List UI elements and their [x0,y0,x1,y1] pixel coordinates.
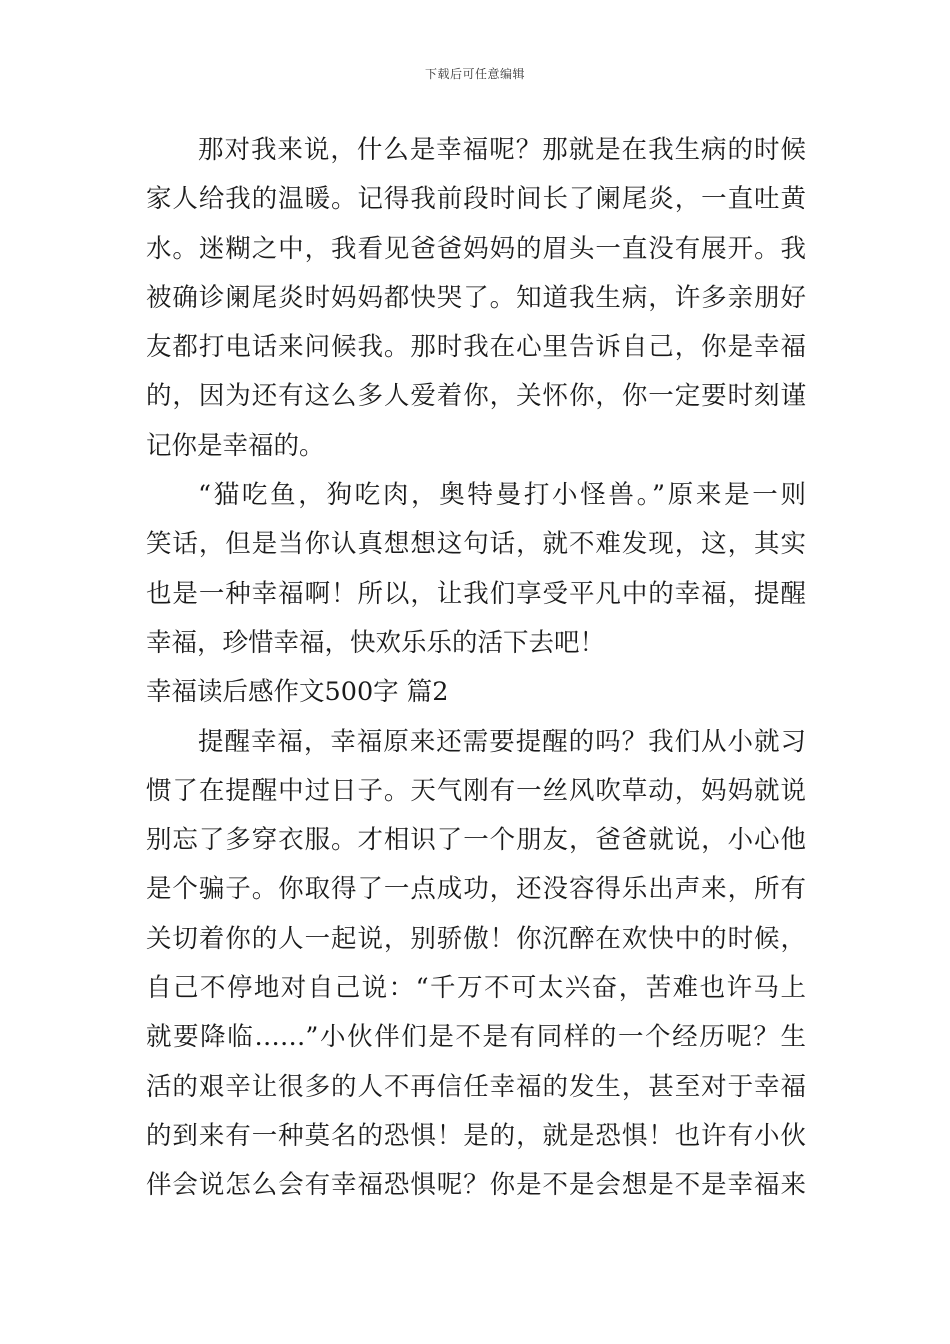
text-line: 笑话，但是当你认真想想这句话，就不难发现，这，其实 [146,529,806,560]
text-line: 伴会说怎么会有幸福恐惧呢？你是不是会想是不是幸福来 [146,1170,806,1201]
text-line: 惯了在提醒中过日子。天气刚有一丝风吹草动，妈妈就说 [146,775,806,806]
text-line: 家人给我的温暖。记得我前段时间长了阑尾炎，一直吐黄 [146,184,806,215]
text-line: 提醒幸福，幸福原来还需要提醒的吗？我们从小就习 [198,726,806,757]
paragraph-3 [146,718,806,1211]
text-line: 是个骗子。你取得了一点成功，还没容得乐出声来，所有 [146,874,806,905]
text-line: 也是一种幸福啊！所以，让我们享受平凡中的幸福，提醒 [146,578,806,609]
text-line: 自己不停地对自己说：“千万不可太兴奋，苦难也许马上 [146,973,806,1004]
text-line: 活的艰辛让很多的人不再信任幸福的发生，甚至对于幸福 [146,1071,806,1102]
text-line: 友都打电话来问候我。那时我在心里告诉自己，你是幸福 [146,332,806,363]
text-line: 关切着你的人一起说，别骄傲！你沉醉在欢快中的时候， [146,923,806,954]
text-line: 的，因为还有这么多人爱着你，关怀你，你一定要时刻谨 [146,381,806,412]
text-line: 被确诊阑尾炎时妈妈都快哭了。知道我生病，许多亲朋好 [146,282,806,313]
section-heading: 幸福读后感作文500字 篇2 [146,677,449,708]
paragraph-2 [146,471,806,668]
page-header: 下载后可任意编辑 [424,67,525,81]
text-line: 幸福，珍惜幸福，快欢乐乐的活下去吧！ [146,627,606,658]
paragraph-1 [146,126,806,471]
text-line: 水。迷糊之中，我看见爸爸妈妈的眉头一直没有展开。我 [146,233,806,264]
document-body [146,126,806,1211]
text-line: 记你是幸福的。 [146,430,325,461]
text-line: 那对我来说，什么是幸福呢？那就是在我生病的时候 [198,135,806,165]
text-line: 就要降临……”小伙伴们是不是有同样的一个经历呢？生 [146,1022,806,1053]
text-line: “猫吃鱼，狗吃肉，奥特曼打小怪兽。”原来是一则 [198,480,806,511]
text-line: 的到来有一种莫名的恐惧！是的，就是恐惧！也许有小伙 [146,1120,806,1151]
text-line: 别忘了多穿衣服。才相识了一个朋友，爸爸就说，小心他 [146,825,806,856]
